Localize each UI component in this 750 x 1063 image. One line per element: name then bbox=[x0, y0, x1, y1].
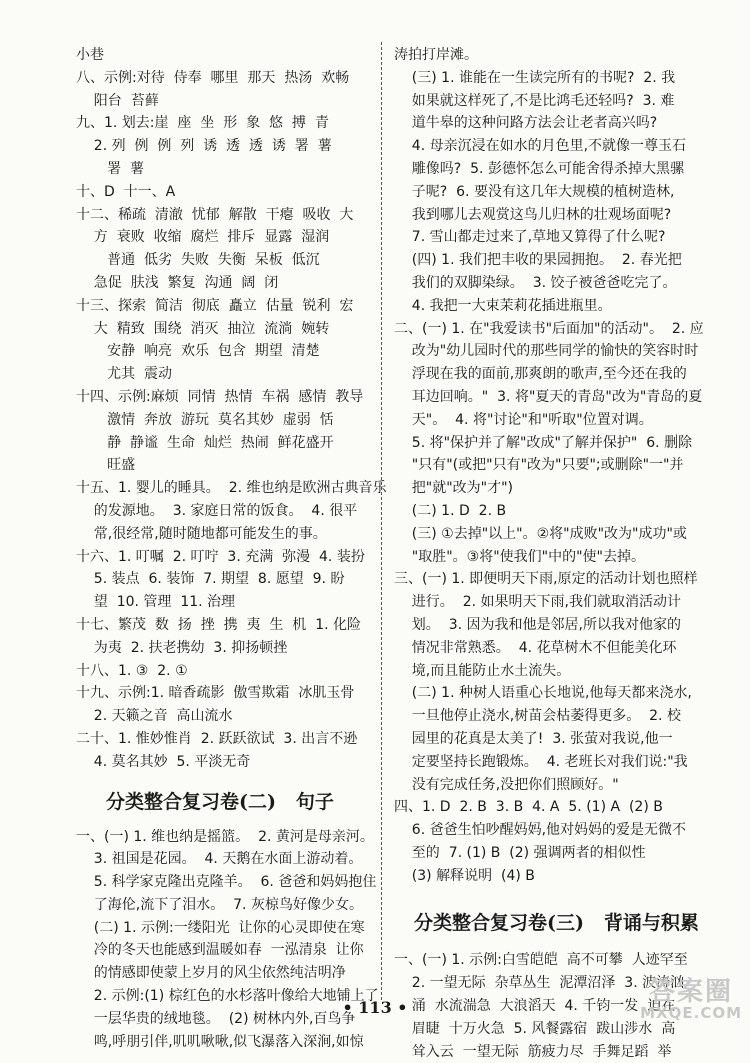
page-number: • 113 • bbox=[342, 998, 408, 1017]
answer-line: 没有完成任务,没把你们照顾好。" bbox=[394, 776, 619, 793]
answer-line: 安静 响亮 欢乐 包含 期望 清楚 bbox=[76, 343, 320, 360]
answer-line: 急促 肤浅 繁复 沟通 阔 闭 bbox=[76, 274, 279, 291]
answer-line: (四) 1. 我们把丰收的果园拥抱。 2. 春光把 bbox=[394, 252, 682, 269]
answer-line: 九、1. 划去:崖 座 坐 形 象 悠 搏 青 bbox=[76, 115, 329, 132]
answer-line: 十八、1. ③ 2. ① bbox=[76, 662, 188, 679]
answer-line: 定要坚持长跑锻炼。 4. 老班长对我们说:"我 bbox=[394, 753, 688, 770]
answer-line: 7. 雪山都走过来了,草地又算得了什么呢? bbox=[394, 229, 666, 246]
answer-line: 浮现在我的面前,那爽朗的歌声,至今还在我的 bbox=[394, 366, 687, 383]
answer-line: 旺盛 bbox=[76, 457, 136, 474]
answer-line: 十九、示例:1. 暗香疏影 傲雪欺霜 冰肌玉骨 bbox=[76, 685, 355, 702]
answer-line: 小巷 bbox=[76, 47, 104, 63]
answer-line: 天"。 4. 将"讨论"和"听取"位置对调。 bbox=[394, 411, 653, 428]
answer-line: (二) 1. D 2. B bbox=[394, 502, 507, 519]
answer-line: 2. 一望无际 杂草丛生 泥潭沼泽 3. 波涛汹 bbox=[394, 975, 685, 992]
answer-line: 一层华贵的绒地毯。 (2) 树林内外,百鸟争 bbox=[76, 1010, 356, 1027]
answer-line: 划。 3. 因为我和他是邻居,所以我对他家的 bbox=[394, 616, 681, 633]
answer-line: 涛拍打岸滩。 bbox=[394, 47, 478, 63]
right-column bbox=[394, 44, 704, 1063]
answer-line: 阳台 苔藓 bbox=[76, 92, 159, 109]
answer-line: 十三、探索 简洁 彻底 矗立 估量 锐利 宏 bbox=[76, 297, 354, 314]
answer-line: (三) 1. 谁能在一生读完所有的书呢? 2. 我 bbox=[394, 69, 676, 86]
answer-line: "取胜"。③将"使我们"中的"使"去掉。 bbox=[394, 548, 645, 565]
answer-line: 2. 示例:(1) 棕红色的水杉落叶像给大地铺上了 bbox=[76, 988, 379, 1005]
answer-line: 一、(一) 1. 示例:白雪皑皑 高不可攀 人迹罕至 bbox=[394, 952, 688, 969]
answer-line: (二) 1. 示例:一缕阳光 让你的心灵即使在寒 bbox=[76, 919, 365, 936]
answer-line: 园里的花真是太美了! 3. 张萤对我说,他一 bbox=[394, 730, 673, 747]
answer-line: 4. 莫名其妙 5. 平淡无奇 bbox=[76, 753, 251, 770]
answer-line: 4. 母亲沉浸在如水的月色里,不就像一尊玉石 bbox=[394, 138, 687, 155]
watermark-logo bbox=[640, 976, 742, 1023]
left-answers-top bbox=[76, 44, 387, 774]
answer-line: 一旦他停止浇水,树苗会枯萎得更多。 2. 校 bbox=[394, 708, 681, 725]
answer-line: 情况非常熟悉。 4. 花草树木不但能美化环 bbox=[394, 639, 677, 656]
answer-line: 八、示例:对待 侍奉 哪里 那天 热汤 欢畅 bbox=[76, 69, 350, 86]
answer-line: 至的 7. (1) B (2) 强调两者的相似性 bbox=[394, 844, 646, 861]
answer-line: 署 薯 bbox=[76, 160, 145, 177]
answer-line: 2. 列 例 例 列 诱 透 透 诱 署 薯 bbox=[76, 138, 332, 155]
answer-line: 境,而且能防止水土流失。 bbox=[394, 662, 571, 679]
answer-line: 3. 祖国是花园。 4. 天鹅在水面上游动着。 bbox=[76, 851, 363, 868]
answer-line: 4. 我把一大束茉莉花插进瓶里。 bbox=[394, 297, 612, 314]
answer-line: (二) 1. 种树人语重心长地说,他每天都来浇水, bbox=[394, 685, 692, 702]
answer-line: 十四、示例:麻烦 同情 热情 车祸 感情 教导 bbox=[76, 388, 364, 405]
answer-line: "只有"(或把"只有"改为"只要";或删除"一"并 bbox=[394, 457, 684, 474]
answer-line: (3) 解释说明 (4) B bbox=[394, 867, 535, 884]
answer-line: 把"就"改为"才") bbox=[394, 480, 514, 497]
answer-line: 鸣,呼朋引伴,叽叽啾啾,似飞瀑落入深涧,如惊 bbox=[76, 1033, 364, 1050]
answer-line: 冷的冬天也能感到温暖如春 一泓清泉 让你 bbox=[76, 942, 364, 959]
answer-line: 二、(一) 1. 在"我爱读书"后面加"的活动"。 2. 应 bbox=[394, 320, 704, 337]
answer-line: (三) ①去掉"以上"。②将"成败"改为"成功"或 bbox=[394, 525, 687, 542]
column-divider bbox=[381, 42, 382, 1000]
answer-line: 望 10. 管理 11. 治理 bbox=[76, 594, 236, 611]
answer-line: 十、D 十一、A bbox=[76, 183, 176, 200]
answer-line: 静 静谧 生命 灿烂 热闹 鲜花盛开 bbox=[76, 434, 334, 451]
answer-line: 的发源地。 3. 家庭日常的饭食。 4. 很平 bbox=[76, 502, 358, 519]
answer-line: 2. 天籁之音 高山流水 bbox=[76, 708, 233, 725]
answer-line: 十七、繁茂 数 扬 挫 携 夷 生 机 1. 化险 bbox=[76, 616, 362, 633]
answer-line: 进行。 2. 如果明天下雨,我们就取消活动计 bbox=[394, 594, 681, 611]
section-title-recitation: 分类整合复习卷(三) 背诵与积累 bbox=[414, 912, 699, 935]
answer-line: 十六、1. 叮嘱 2. 叮咛 3. 充满 弥漫 4. 装扮 bbox=[76, 548, 365, 565]
answer-line: 二十、1. 惟妙惟肖 2. 跃跃欲试 3. 出言不逊 bbox=[76, 730, 358, 747]
answer-line: 了海伦,流下了泪水。 7. 灰椋鸟好像少女。 bbox=[76, 896, 363, 913]
answer-line: 三、(一) 1. 即便明天下雨,原定的活动计划也照样 bbox=[394, 571, 698, 588]
answer-line: 改为"幼儿园时代的那些同学的愉快的笑容时时 bbox=[394, 343, 699, 360]
answer-line: 十五、1. 婴儿的睡具。 2. 维也纳是欧洲古典音乐 bbox=[76, 480, 387, 497]
answer-line: 为夷 2. 扶老携幼 3. 抑扬顿挫 bbox=[76, 639, 288, 656]
answer-line: 十二、稀疏 清澈 忧郁 解散 干瘪 吸收 大 bbox=[76, 206, 354, 223]
answer-line: 普通 低劣 失败 失衡 呆板 低沉 bbox=[76, 252, 320, 269]
answer-line: 常,很经常,随时随地都可能发生的事。 bbox=[76, 525, 327, 542]
answer-line: 子呢? 6. 要没有这几年大规模的植树造林, bbox=[394, 183, 675, 200]
answer-line: 四、1. D 2. B 3. B 4. A 5. (1) A (2) B bbox=[394, 799, 663, 816]
answer-line: 耳边回响。" 3. 将"夏天的青岛"改为"青岛的夏 bbox=[394, 388, 703, 405]
watermark-site: MXQE.COM bbox=[640, 1004, 742, 1023]
answer-line: 激情 奔放 游玩 莫名其妙 虚弱 恬 bbox=[76, 411, 334, 428]
watermark-text: 答案圈 bbox=[649, 976, 734, 1007]
answer-line: 道牛皋的这种问路方法会让老者高兴吗? bbox=[394, 115, 658, 132]
answer-line: 的情感即使蒙上岁月的风尘依然纯洁明净 bbox=[76, 965, 346, 982]
answer-line: 大 精致 围绕 消灭 抽泣 流淌 婉转 bbox=[76, 320, 330, 337]
answer-line: 涌 水流湍急 大浪滔天 4. 千钧一发 迫在 bbox=[394, 998, 676, 1015]
answer-line: 我们的双脚染绿。 3. 饺子被爸爸吃完了。 bbox=[394, 274, 677, 291]
answer-line: 5. 装点 6. 装饰 7. 期望 8. 愿望 9. 盼 bbox=[76, 571, 345, 588]
answer-line: 5. 科学家克隆出克隆羊。 6. 爸爸和妈妈抱住 bbox=[76, 874, 377, 891]
answer-line: 耸入云 一望无际 筋疲力尽 手舞足蹈 举 bbox=[394, 1043, 672, 1060]
answer-line: 眉睫 十万火急 5. 风餐露宿 跋山涉水 高 bbox=[394, 1020, 676, 1037]
answer-line: 5. 将"保护并了解"改成"了解并保护" 6. 删除 bbox=[394, 434, 693, 451]
answer-line: 尤其 震动 bbox=[76, 366, 173, 383]
answer-line: 我到哪儿去观赏这鸟儿归林的壮观场面呢? bbox=[394, 206, 672, 223]
section-title-sentences: 分类整合复习卷(二) 句子 bbox=[106, 790, 334, 813]
answer-line: 一、(一) 1. 维也纳是摇篮。 2. 黄河是母亲河。 bbox=[76, 828, 374, 845]
answer-line: 6. 爸爸生怕吵醒妈妈,他对妈妈的爱是无微不 bbox=[394, 822, 687, 839]
answer-line: 雕像吗? 5. 彭德怀怎么可能舍得杀掉大黑骡 bbox=[394, 160, 684, 177]
answer-line: 方 衰败 收缩 腐烂 排斥 显露 湿润 bbox=[76, 229, 330, 246]
answer-line: 如果就这样死了,不是比鸿毛还轻吗? 3. 难 bbox=[394, 92, 675, 109]
right-answers-top bbox=[394, 44, 704, 887]
